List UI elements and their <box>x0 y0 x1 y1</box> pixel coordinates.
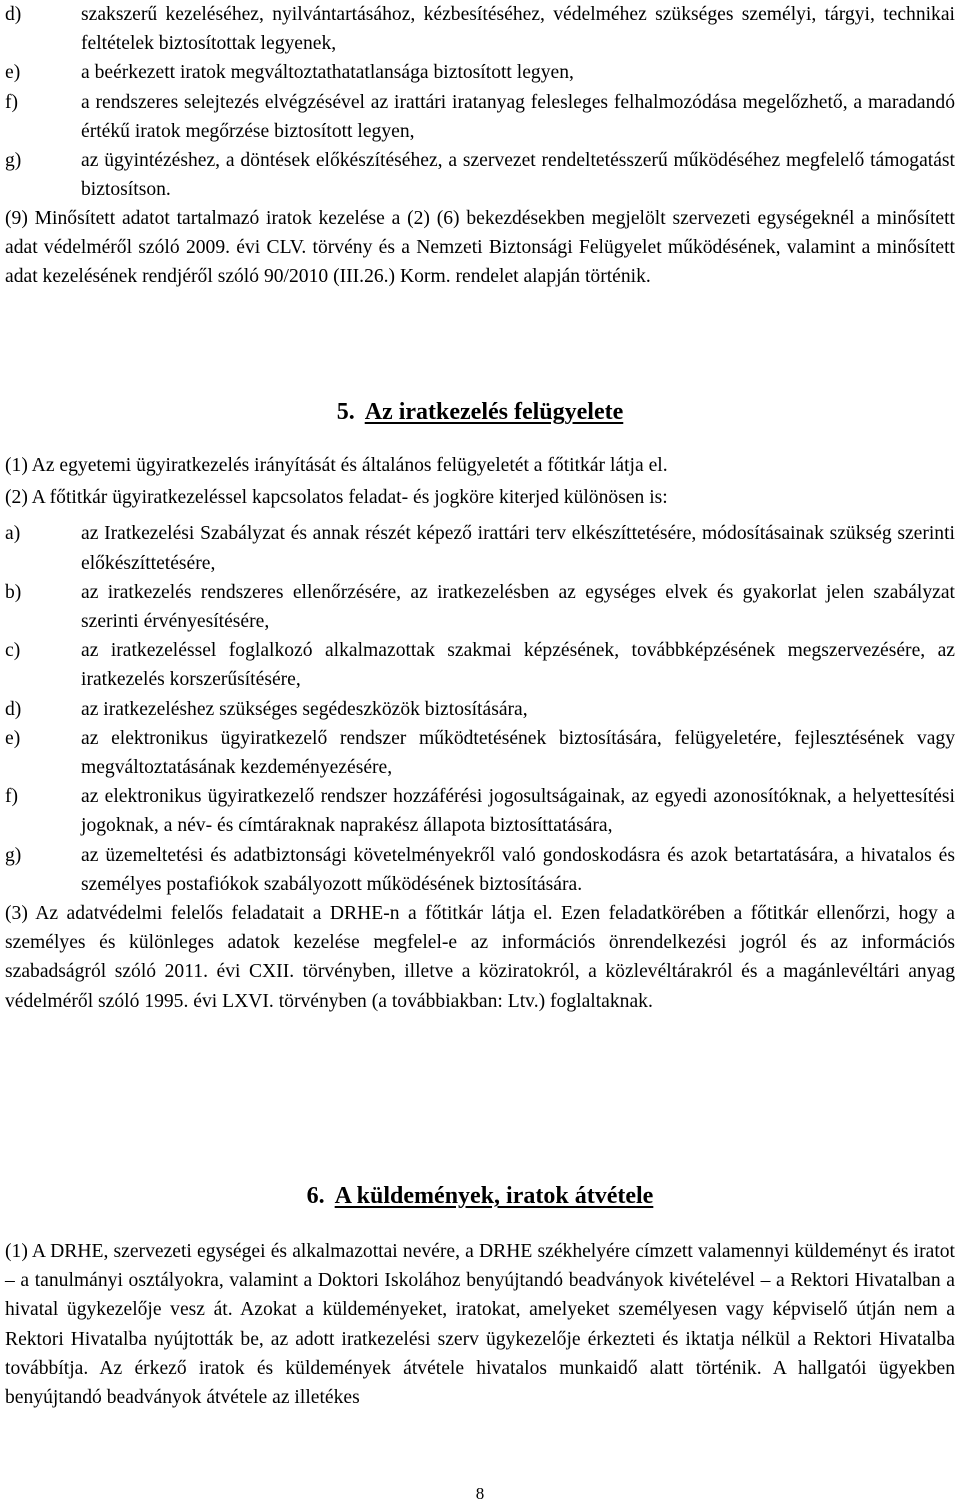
section-5-paragraph-1: (1) Az egyetemi ügyiratkezelés irányítását és általános felügyeletét a főtitkár látja el. <box>5 455 668 476</box>
list-item-label: f) <box>5 786 19 808</box>
section-5-list <box>5 519 955 899</box>
section-6-heading <box>0 1181 960 1211</box>
section-5-number: 5. <box>336 399 355 425</box>
section-5-title: Az iratkezelés felügyelete <box>364 399 624 425</box>
list-item-label: d) <box>5 698 22 720</box>
list-item <box>5 88 955 146</box>
list-item-text: a rendszeres selejtezés elvégzésével az irattári iratanyag felesleges felhalmozódása megelőzhető, a maradandó értékű iratok megőrzése biztosított legyen, <box>81 91 955 142</box>
list-item-text: az iratkezelés rendszeres ellenőrzésére, az iratkezelésben az egységes elvek és gyakorlat jelen szabályzat szerinti érvényesítésére, <box>81 581 955 633</box>
list-item-text: az iratkezeléssel foglalkozó alkalmazottak szakmai képzésének, továbbképzésének megszervezésére, az iratkezelés korszerűsítésére, <box>81 640 955 691</box>
list-item-label: c) <box>5 640 21 662</box>
list-item <box>5 782 955 840</box>
list-item-text: az Iratkezelési Szabályzat és annak részét képező irattári terv elkészíttetésére, módosításainak szükség szerinti előkészíttetésére, <box>81 523 955 574</box>
top-list <box>5 0 955 204</box>
list-item <box>5 58 955 87</box>
list-item-text: az ügyintézéshez, a döntések előkészítéséhez, a szervezet rendeltetésszerű működéséhez megfelelő támogatást biztosítson. <box>81 150 955 201</box>
list-item-text: az iratkezeléshez szükséges segédeszközök biztosítására, <box>81 698 528 720</box>
section-5-paragraph-3: (3) Az adatvédelmi felelős feladatait a DRHE-n a főtitkár látja el. Ezen feladatkörében a főtitkár ellenőrzi, hogy a személyes és különleges adatok kezelése megfelel-e az információs önrendelkezési jogról és az információs szabadságról szóló 2011. évi CXII. törvényben, illetve a köziratokról, a közlevéltárakról és a magánlevéltári anyag védelméről szóló 1995. évi LXVI. törvényben (a továbbiakban: Ltv.) foglaltaknak. <box>5 903 955 1012</box>
paragraph-9-text: (9) Minősített adatot tartalmazó iratok kezelése a (2) (6) bekezdésekben megjelölt szervezeti egységeknél a minősített adat védelméről szóló 2009. évi CLV. törvény és a Nemzeti Biztonsági Felügyelet működésének, valamint a minősített adat kezelésének rendjéről szóló 90/2010 (III.26.) Korm. rendelet alapján történik. <box>5 208 955 288</box>
list-item-label: b) <box>5 581 22 603</box>
list-item-text: az elektronikus ügyiratkezelő rendszer működtetésének biztosítására, felügyeletére, fejlesztésének vagy megváltoztatásának kezdeményezésére, <box>81 727 955 779</box>
list-item-text: szakszerű kezeléséhez, nyilvántartásához, kézbesítéséhez, védelméhez szükséges személyi, tárgyi, technikai feltételek biztosítottak legyenek, <box>81 4 955 55</box>
list-item-label: e) <box>5 62 21 84</box>
list-item-text: az üzemeltetési és adatbiztonsági követelményekről való gondoskodásra és azok betartatására, a hivatalos és személyes postafiókok szabályozott működésének biztosítására. <box>81 844 955 895</box>
section-6-body <box>5 1237 955 1412</box>
list-item-label: f) <box>5 91 19 113</box>
section-5-body <box>5 451 955 1016</box>
list-item-label: e) <box>5 727 21 749</box>
list-item <box>5 146 955 204</box>
paragraph-9 <box>5 204 955 292</box>
section-6-paragraph-1: (1) A DRHE, szervezeti egységei és alkalmazottai nevére, a DRHE székhelyére címzett valamennyi küldeményt és iratot – a tanulmányi osztályokra, valamint a Doktori Iskolához benyújtandó beadványok kivételével – a Rektori Hivatalban a hivatal ügykezelője vesz át. Azokat a küldeményeket, iratokat, amelyeket személyesen vagy képviselő útján nem a Rektori Hivatalba nyújtották be, az adott iratkezelési szerv ügykezelője érkezteti és iktatja nélkül a Rektori Hivatalba továbbítja. Az érkező iratok és küldemények átvétele hivatalos munkaidő alatt történik. A hallgatói ügyekben benyújtandó beadványok átvétele az illetékes <box>5 1241 955 1409</box>
section-6-title: A küldemények, iratok átvétele <box>334 1183 654 1209</box>
section-6-number: 6. <box>306 1183 325 1209</box>
list-item-label: g) <box>5 150 22 172</box>
section-5-paragraph-2: (2) A főtitkár ügyiratkezeléssel kapcsolatos feladat- és jogköre kiterjed különösen is: <box>5 487 668 509</box>
list-item-label: a) <box>5 523 21 545</box>
list-item <box>5 724 955 782</box>
list-item <box>5 841 955 899</box>
list-item <box>5 636 955 694</box>
list-item <box>5 0 955 58</box>
list-item-text: az elektronikus ügyiratkezelő rendszer hozzáférési jogosultságainak, az egyedi azonosítóknak, a helyettesítési jogoknak, a név- és címtáraknak naprakész állapota biztosíttatására, <box>81 786 955 837</box>
list-item <box>5 695 955 724</box>
list-item-label: g) <box>5 844 22 866</box>
list-item-label: d) <box>5 4 22 25</box>
section-5-heading <box>0 397 960 427</box>
list-item <box>5 519 955 577</box>
list-item <box>5 578 955 636</box>
list-item-text: a beérkezett iratok megváltoztathatatlansága biztosított legyen, <box>81 62 574 84</box>
page-number: 8 <box>475 1484 485 1503</box>
